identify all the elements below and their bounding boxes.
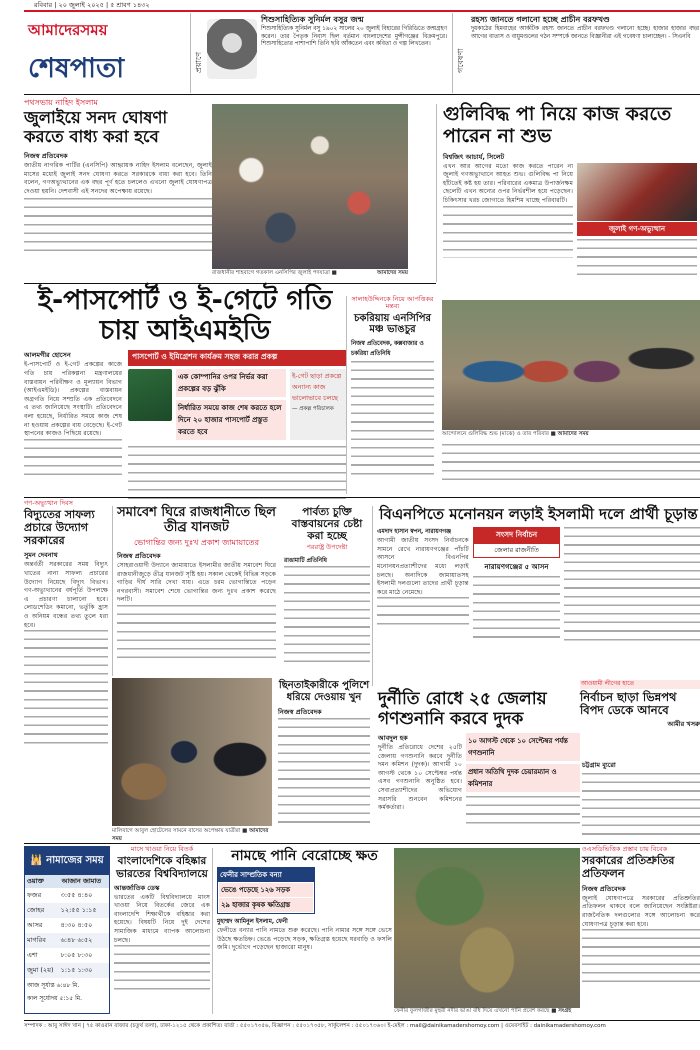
prayer-title: 🕌 নামাজের সময় bbox=[25, 847, 109, 875]
section-rule bbox=[24, 283, 436, 284]
flood-box-title: ফেনীর সাম্প্রতিক বন্যা bbox=[218, 868, 314, 882]
byline: নিজস্ব প্রতিবেদক bbox=[278, 708, 322, 716]
byline: নিজস্ব প্রতিবেদক bbox=[117, 552, 161, 561]
prayer-name: জোহর bbox=[27, 906, 45, 914]
photo-caption: মালিবাগে আবুল হোটেলের সামনে বাসের অপেক্ষায় যাত্রীরা ■ আমাদের সময় bbox=[112, 828, 269, 842]
top-red-rule bbox=[24, 10, 700, 12]
sunset-time: আজ সূর্যাস্ত ৬:৪৮ মি. bbox=[27, 982, 80, 989]
election-badge-title: সংসদ নির্বাচন bbox=[474, 528, 560, 544]
photo-credit: সংগ্রহ bbox=[558, 1008, 572, 1014]
byline: আমীর খসরু bbox=[667, 720, 700, 729]
story-body: অন্তর্বর্তী সরকারের সময় বিদ্যুৎ খাতের নানা সাফল্য প্রচারের উদ্যোগ নিয়েছে বিদ্যুৎ বিভাগ। গণ-অভ্যুত্থানের বর্ষপূর্তি উপলক্ষে এ প্রচারণা চালানো হবে। লোডশেডিং কমানো, ভর্তুকি হ্রাস ও অনিয়ম বন্ধের তথ্য তুলে ধরা হবে। bbox=[24, 561, 108, 629]
story-july-charter bbox=[24, 98, 212, 286]
story-chittagong bbox=[582, 760, 700, 842]
body-text-lines bbox=[278, 718, 370, 828]
headline: বিএনপিতে মনোনয়ন লড়াই ইসলামী দলে প্রার্থী চূড়ান্ত bbox=[379, 505, 698, 523]
byline: সুমন দেবনাথ bbox=[24, 551, 58, 560]
prayer-name: আসর bbox=[27, 921, 43, 929]
body-text-lines bbox=[128, 446, 346, 500]
body-text-lines bbox=[24, 630, 108, 748]
kicker: ওএসডিভিত্তিক প্রস্তাব চায় বিবেক bbox=[582, 845, 668, 853]
story-bidyut bbox=[24, 500, 108, 785]
story-body: ই-পাসপোর্ট ও ই-গেট প্রকল্পের কাজে গতি চায় পরিকল্পনা মন্ত্রণালয়ের বাস্তবায়ন পরিবীক্ষণ ও মূল্যায়ন বিভাগ (আইএমইডি)। প্রকল্পের বাস্তবায়ন অগ্রগতি নিয়ে সম্প্রতি এক প্রতিবেদনে এ তথ্য জানিয়েছে সংস্থাটি। প্রতিবেদনে বলা হয়েছে, নির্ধারিত সময়ে কাজ শেষ না হওয়ায় প্রকল্পের ব্যয় বেড়েছে। ই-গেট স্থাপনের কাজও পিছিয়ে রয়েছে। bbox=[24, 361, 122, 438]
body-text-lines bbox=[466, 796, 580, 826]
headline: নামছে পানি বেরোচ্ছে ক্ষত bbox=[231, 848, 378, 864]
teaser-headline: রহস্য জানতে গলানো হচ্ছে প্রাচীন বরফখণ্ড bbox=[471, 15, 610, 24]
headline: বাংলাদেশিকে বহিষ্কার ভারতের বিশ্ববিদ্যালয়ে bbox=[116, 855, 208, 880]
story-epassport bbox=[24, 286, 346, 494]
headline: নির্বাচন ছাড়া ভিন্নপথ বিপদ ডেকে আনবে bbox=[580, 689, 677, 718]
body-text-lines bbox=[564, 527, 700, 647]
headline: পার্বত্য চুক্তি বাস্তবায়নের চেষ্টা করা হচ্ছে bbox=[291, 506, 363, 543]
body-text-lines bbox=[24, 439, 122, 479]
story-body: ভারতের একটি বিশ্ববিদ্যালয়ে মাংস খাওয়া নিয়ে বিতর্কের জেরে এক বাংলাদেশি শিক্ষার্থীকে বহিষ্কার করা হয়েছে। বিষয়টি নিয়ে দুই দেশের সামাজিক মাধ্যমে ব্যাপক আলোচনা চলছে। bbox=[114, 893, 210, 944]
kicker: মাসে খাওয়া নিয়ে বিতর্ক bbox=[130, 845, 194, 853]
story-police-murder bbox=[274, 680, 370, 840]
passport-image bbox=[128, 369, 172, 421]
headline: দুর্নীতি রোধে ২৫ জেলায় গণশুনানি করবে দুদক bbox=[378, 689, 547, 729]
headline: ই-পাসপোর্ট ও ই-গেটে গতি চায় আইএমইডি bbox=[37, 285, 333, 347]
story-body: ফেনীতে বন্যার পানি নামতে শুরু করেছে। পানি নামার সঙ্গে সঙ্গে ভেসে উঠছে ক্ষতচিহ্ন। ভেঙে পড়েছে সড়ক, ক্ষতিগ্রস্ত হয়েছে ঘরবাড়ি ও ফসলি জমি। দুর্ভোগে পড়েছেন হাজারো মানুষ। bbox=[217, 927, 392, 952]
photo-shuvo-family bbox=[442, 300, 700, 430]
headline: চকরিয়ায় এনসিপির মঞ্চ ভাঙচুর bbox=[353, 312, 432, 336]
byline: এমদাদ হাসান স্বপন, নারায়ণগঞ্জ bbox=[377, 529, 451, 536]
story-dudok bbox=[374, 690, 580, 840]
body-text-lines bbox=[24, 198, 212, 254]
body-text-lines bbox=[473, 576, 561, 644]
subhead: ভোগান্তির জন্য দুঃখ প্রকাশ জামায়াতের bbox=[134, 537, 259, 547]
body-text-lines bbox=[284, 566, 370, 664]
prayer-time: ১২:৫৫ ১:১৫ bbox=[60, 906, 97, 914]
prayer-col-header: আজান জামাত bbox=[61, 877, 102, 885]
body-text-lines bbox=[351, 361, 434, 479]
passport-point: এক কোম্পানির ওপর নির্ভর করা প্রকল্পের বড় ঝুঁকি bbox=[176, 369, 286, 397]
passport-banner: পাসপোর্ট ও ইমিগ্রেশন কার্যক্রম সহজ করার প্রকল্প bbox=[128, 350, 346, 366]
headline: গুলিবিদ্ধ পা নিয়ে কাজ করতে পারেন না শুভ bbox=[443, 103, 672, 147]
teaser-tag-column bbox=[453, 13, 467, 93]
photo-ncp-march bbox=[212, 104, 408, 269]
top-day: রবিবার bbox=[34, 1, 53, 9]
teaser-headline: শিশুসাহিত্যিক সুনির্মল বসুর জন্ম bbox=[261, 15, 364, 24]
byline: আবদুল হক bbox=[378, 734, 408, 743]
byline: নিজস্ব প্রতিবেদক bbox=[582, 884, 626, 893]
story-body: জাতীয় নাগরিক পার্টির (এনসিপি) আহ্বায়ক নাহিদ ইসলাম বলেছেন, জুলাই মাসের মধ্যেই জুলাই সনদ ঘোষণা করতে সরকারকে বাধ্য করা হবে। তিনি বলেন, গণঅভ্যুত্থানের এক বছর পূর্ণ হতে চললেও এখনো জুলাই ঘোষণাপত্র দেওয়া হয়নি। দেশবাসী এই সনদের অপেক্ষায় রয়েছে। bbox=[24, 162, 212, 195]
body-text-lines bbox=[442, 444, 700, 484]
photo-bus-wait bbox=[112, 678, 272, 826]
prayer-name: ফজর bbox=[27, 891, 42, 899]
prayer-name: এশা bbox=[27, 951, 38, 959]
subhead: পররাষ্ট্র উপদেষ্টা bbox=[306, 543, 348, 552]
dudok-point: ১০ আগস্ট থেকে ১০ সেপ্টেম্বর পর্যন্ত গণশুনানি bbox=[466, 733, 580, 761]
byline: বিশ্বজিৎ আচার্য, সিলেট bbox=[443, 152, 505, 161]
teaser-body: শিশুসাহিত্যিক সুনির্মল বসু ১৯০২ সালের ২০ জুলাই বিহারের গিরিডিতে জন্মগ্রহণ করেন। তার পৈতৃক নিবাস ছিল বর্তমান বাংলাদেশের মুন্সীগঞ্জের বিক্রমপুরে। শিশুসাহিত্যের পাশাপাশি তিনি ছবি আঁকতেন এবং কবিতা ও গল্প লিখতেন। bbox=[261, 26, 448, 47]
byline: আন্তর্জাতিক ডেস্ক bbox=[114, 883, 160, 892]
prayer-time: ১:১৫ ১:৩০ bbox=[60, 966, 93, 974]
story-body: এখন আর আগের মতো কাজ করতে পারেন না জুলাই গণঅভ্যুত্থানে আহত শুভ। গুলিবিদ্ধ পা নিয়ে হাঁটতেই কষ্ট হয় তার। পরিবারের একমাত্র উপার্জনক্ষম ছেলেটি এখন অন্যের ওপর নির্ভরশীল হয়ে পড়েছেন। চিকিৎসার খরচ জোগাতে হিমশিম খাচ্ছে পরিবারটি। bbox=[443, 162, 573, 205]
story-parbatya bbox=[280, 506, 370, 676]
section-rule bbox=[24, 843, 700, 844]
teaser-portrait bbox=[207, 19, 257, 79]
byline: চট্টগ্রাম ব্যুরো bbox=[582, 761, 616, 769]
footer-rule bbox=[24, 1020, 700, 1021]
body-text-lines bbox=[582, 929, 700, 989]
teaser-ice bbox=[452, 13, 700, 93]
story-feni-flood bbox=[212, 848, 392, 1014]
photo-caption: রাজধানীর শাহবাগে গতকাল এনসিপির জুলাই পদযাত্রা ■ আমাদের সময় bbox=[212, 270, 408, 276]
story-body: সোহরাওয়ার্দী উদ্যানে জামায়াতে ইসলামীর জাতীয় সমাবেশ ঘিরে রাজধানীজুড়ে তীব্র যানজট সৃষ্টি হয়। সকাল থেকেই বিভিন্ন সড়কে গাড়ির দীর্ঘ সারি দেখা যায়। এতে চরম ভোগান্তিতে পড়েন নগরবাসী। সমাবেশ শেষে ভোগান্তির জন্য দুঃখ প্রকাশ করেছে দলটি। bbox=[117, 562, 276, 604]
election-badge-sub: জেলার রাজনীতি bbox=[494, 546, 539, 555]
top-date-en: ২০ জুলাই ২০২৫ bbox=[58, 1, 104, 9]
teaser-body: দুধকাঠের হিমবাহের আর্কটিক রহস্য জানতে প্রাচীন বরফখণ্ড গলানো হচ্ছে। হাজার হাজার বছর আগের বাতাস ও বায়ুমণ্ডলের গঠন সম্পর্কে জানতে বিজ্ঞানীরা এই গবেষণা চালাচ্ছেন। - সিএনবি bbox=[471, 26, 699, 40]
photo-feni-dam bbox=[394, 848, 580, 1008]
masthead-rule bbox=[24, 94, 700, 95]
teaser-tag: গবেষণা bbox=[456, 48, 465, 73]
body-text-lines bbox=[443, 206, 573, 258]
body-text-lines bbox=[377, 597, 469, 627]
photo-shuvo-portrait bbox=[577, 163, 697, 221]
sunrise-time: কাল সূর্যোদয় ৫:১৫ মি. bbox=[27, 995, 83, 1002]
prayer-name: মাগরিব bbox=[27, 936, 46, 944]
kicker: পথসভায় নাহিদ ইসলাম bbox=[24, 98, 98, 107]
headline: সরকারের প্রতিশ্রুতির প্রতিফলন bbox=[582, 854, 675, 881]
body-text-lines bbox=[117, 605, 276, 661]
headline: ছিনতাইকারীকে পুলিশে ধরিয়ে দেওয়ায় খুন bbox=[278, 680, 370, 703]
teaser-sunirmal bbox=[190, 13, 448, 93]
body-text-lines bbox=[114, 945, 210, 995]
story-body: আগামী জাতীয় সংসদ নির্বাচনকে সামনে রেখে নারায়ণগঞ্জের পাঁচটি আসনে বিএনপির মনোনয়নপ্রত্যাশীদের মধ্যে লড়াই চলছে। অন্যদিকে জামায়াতসহ ইসলামী দলগুলো তাদের প্রার্থী চূড়ান্ত করে মাঠে নেমেছে। bbox=[377, 537, 469, 596]
story-chakoria bbox=[346, 296, 434, 494]
mosque-icon: 🕌 bbox=[30, 855, 43, 866]
byline: রাঙামাটি প্রতিনিধি bbox=[284, 557, 327, 564]
prayer-time: ৮:০৫ ৮:৩০ bbox=[60, 951, 93, 959]
story-bnp-nomination bbox=[372, 506, 700, 686]
teaser-tag-column bbox=[191, 13, 205, 93]
dudok-point: প্রধান অতিথি দুদক চেয়ারম্যান ও কমিশনার bbox=[466, 764, 580, 792]
flood-point: ভেঙে পড়েছে ১২৬ সড়ক bbox=[219, 883, 313, 897]
side-note: ই-গেট ছাড়া প্রকল্পে অন্যান্য কাজ ভালোভাবে চলছে bbox=[292, 372, 342, 403]
story-commitment bbox=[582, 846, 700, 1016]
page-section-title: শেষপাতা bbox=[28, 53, 125, 84]
footer-imprint: সম্পাদক : আবু সাঈদ খান | ৭৫ কাওরান বাজার (চতুর্থ তলা), ঢাকা-১২১৫ থেকে প্রকাশিত। বার্তা : ৫৫০১৭৩৫৬, বিজ্ঞাপন : ৫৫০১৭৩৫৮, সার্কুলেশন : ৫৫০১৭৩৬০। ই-মেইল : mail@dainikamadershomoy.com | ওয়েবসাইট : dainikamadershomoy.com bbox=[24, 1023, 606, 1029]
july-badge: জুলাই গণ-অভ্যুত্থান bbox=[577, 222, 697, 236]
body-text-lines bbox=[577, 239, 697, 279]
flood-point: ২৯ হাজার কৃষক ক্ষতিগ্রস্ত bbox=[219, 898, 313, 912]
election-badge bbox=[473, 527, 561, 558]
flood-box bbox=[217, 867, 315, 914]
section-rule bbox=[24, 497, 700, 498]
kicker: গণ-অভ্যুত্থান দিবস bbox=[24, 499, 73, 507]
photo-caption: আন্দোলনে গুলিবিদ্ধ শুভ (মাঝে) ও তার পরিবার ■ আমাদের সময় bbox=[442, 431, 589, 437]
story-india-university bbox=[114, 846, 210, 1016]
top-date-bn: ৫ শ্রাবণ ১৪৩২ bbox=[110, 1, 150, 9]
top-bar: রবিবার | ২০ জুলাই ২০২৫ | ৫ শ্রাবণ ১৪৩২ bbox=[34, 1, 150, 9]
prayer-times-box bbox=[24, 846, 110, 1014]
body-text-lines bbox=[582, 773, 700, 835]
photo-credit: আমাদের সময় bbox=[112, 828, 269, 842]
story-body: দুর্নীতি প্রতিরোধে দেশের ২৫টি জেলায় গণশুনানি করবে দুর্নীতি দমন কমিশন (দুদক)। আগামী ১০ আগস্ট থেকে ১০ সেপ্টেম্বর পর্যন্ত এসব গণশুনানি অনুষ্ঠিত হবে। সেবাপ্রত্যাশীদের অভিযোগ সরাসরি শুনবেন কমিশনের কর্মকর্তারা। bbox=[378, 744, 462, 812]
byline: নিজস্ব প্রতিবেদক bbox=[24, 152, 68, 161]
prayer-col-header: ওয়াক্ত bbox=[27, 877, 44, 885]
byline: মুহাম্মদ আমিনুল ইসলাম, ফেনী bbox=[217, 919, 288, 926]
photo-caption: ফেনীর ফুলগাজীর মুহুরী নদীর ভাঙা বাঁধ দিয়ে এখনো পানি প্রবেশ করছে ■ সংগ্রহ bbox=[394, 1008, 572, 1014]
prayer-table bbox=[25, 875, 109, 978]
side-note-source: — প্রকল্প পরিচালক bbox=[292, 406, 334, 413]
prayer-time: ৪:৩০ ৪:৫০ bbox=[60, 921, 93, 929]
headline: সমাবেশ ঘিরে রাজধানীতে ছিল তীব্র যানজট bbox=[117, 505, 276, 535]
prayer-name: জুমা (২য়) bbox=[27, 966, 54, 974]
prayer-time: ৩:৫৫ ৪:৪০ bbox=[60, 891, 93, 899]
passport-point: নির্ধারিত সময়ে কাজ শেষ করতে হলে দিনে ২০ হাজার পাসপোর্ট প্রস্তুত করতে হবে bbox=[176, 400, 286, 440]
newspaper-logo: আমাদেরসময় bbox=[28, 21, 108, 39]
photo-credit: আমাদের সময় bbox=[376, 270, 408, 276]
byline: আলমগীর হোসেন bbox=[24, 351, 71, 360]
headline: জুলাইয়ে সনদ ঘোষণা করতে বাধ্য করা হবে bbox=[24, 108, 168, 147]
kicker: আওয়ামী লীগের হাতে bbox=[580, 680, 700, 689]
story-jamaat-rally bbox=[112, 506, 276, 676]
photo-credit: আমাদের সময় bbox=[557, 431, 589, 437]
story-khasru bbox=[580, 680, 700, 756]
kicker: সালাহউদ্দিনকে নিয়ে আপত্তিকর মন্তব্য bbox=[351, 295, 434, 311]
teaser-tag: প্রয়াণে bbox=[194, 51, 203, 73]
prayer-time: ৬:৪৮ ৬:৫২ bbox=[60, 936, 93, 944]
story-body: জুলাই ঘোষণাপত্রে সরকারের প্রতিশ্রুতির প্রতিফলন থাকবে বলে জানিয়েছেন সংশ্লিষ্টরা। রাজনৈতিক দলগুলোর সঙ্গে আলোচনা করে ঘোষণাপত্র চূড়ান্ত করা হবে। bbox=[582, 894, 700, 928]
district-label: নারায়ণগঞ্জের ৫ আসন bbox=[484, 563, 549, 572]
headline: বিদ্যুতের সাফল্য প্রচারে উদ্যোগ সরকারের bbox=[24, 508, 95, 547]
byline: নিজস্ব প্রতিবেদক, কক্সবাজার ও চকরিয়া প্রতিনিধি bbox=[351, 340, 424, 357]
masthead bbox=[24, 13, 194, 93]
story-shuvo bbox=[436, 104, 700, 282]
